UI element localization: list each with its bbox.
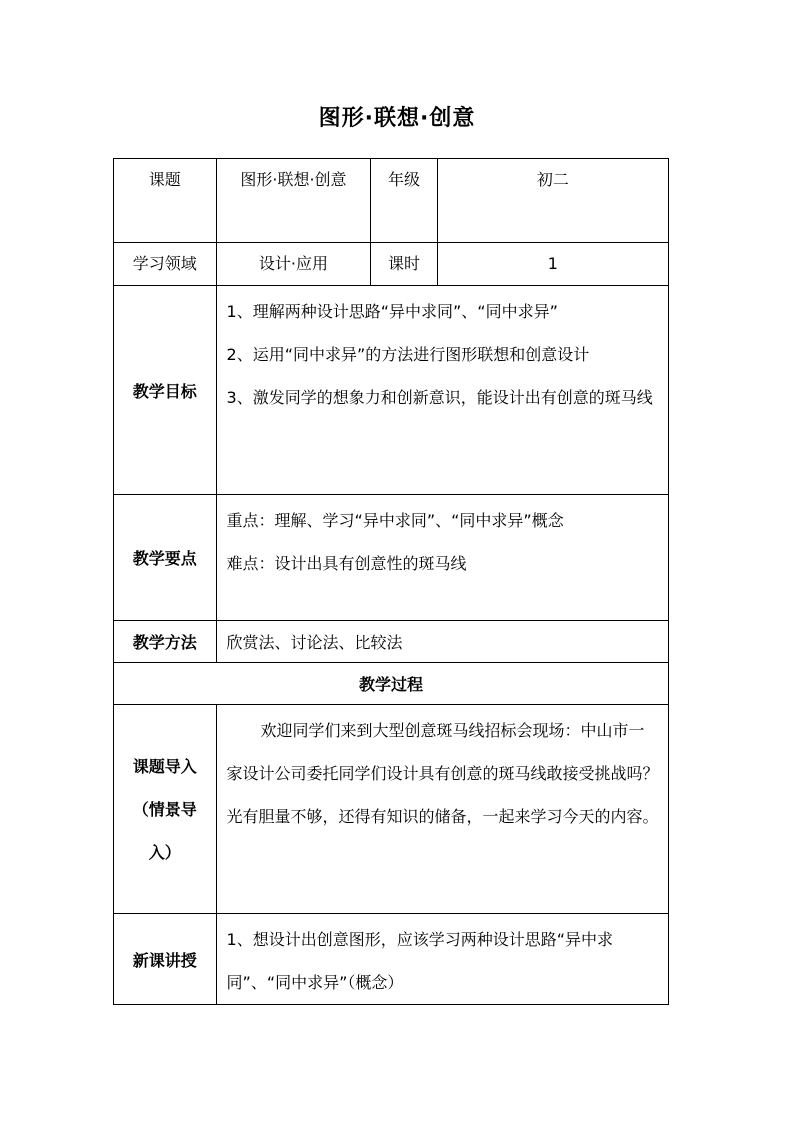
row-key-points xyxy=(114,495,669,621)
key-points-label-cell xyxy=(114,495,217,621)
hours-value: 1 xyxy=(547,254,558,273)
grade-value: 初二 xyxy=(536,170,569,189)
new-lesson-label-cell xyxy=(114,914,217,1005)
grade-value-cell xyxy=(437,159,668,243)
process-header-cell xyxy=(114,663,669,705)
intro-label: 课题导入（情景导入） xyxy=(132,756,197,862)
objectives-label: 教学目标 xyxy=(132,381,197,401)
domain-label-cell xyxy=(114,243,217,286)
hours-value-cell xyxy=(437,243,668,286)
topic-value: 图形·联想·创意 xyxy=(240,170,347,189)
objective-item: 1、理解两种设计思路“异中求同”、“同中求异” xyxy=(226,302,558,321)
methods-label-cell xyxy=(114,621,217,663)
intro-content-cell xyxy=(216,705,668,914)
methods-value-cell xyxy=(216,621,668,663)
key-points-label: 教学要点 xyxy=(132,549,197,568)
row-methods xyxy=(114,621,669,663)
row-process-header xyxy=(114,663,669,705)
hours-label-cell xyxy=(371,243,437,286)
hours-label: 课时 xyxy=(388,254,421,273)
topic-label: 课题 xyxy=(148,170,181,189)
key-point-item: 难点：设计出具有创意性的斑马线 xyxy=(226,554,467,573)
key-point-item: 重点：理解、学习“异中求同”、“同中求异”概念 xyxy=(226,511,564,530)
key-points-content-cell xyxy=(216,495,668,621)
methods-label: 教学方法 xyxy=(132,633,197,652)
new-lesson-text: 1、想设计出创意图形，应该学习两种设计思路“异中求同”、“同中求异”（概念） xyxy=(226,930,614,992)
intro-label-cell xyxy=(114,705,217,914)
objective-item: 3、激发同学的想象力和创新意识，能设计出有创意的斑马线 xyxy=(226,388,653,407)
grade-label-cell xyxy=(371,159,437,243)
methods-value: 欣赏法、讨论法、比较法 xyxy=(226,633,403,652)
document-title: 图形·联想·创意 xyxy=(318,106,476,131)
topic-value-cell xyxy=(216,159,371,243)
grade-label: 年级 xyxy=(388,170,421,189)
process-header: 教学过程 xyxy=(358,675,423,694)
objectives-content-cell xyxy=(216,286,668,495)
domain-value: 设计·应用 xyxy=(258,254,328,273)
row-topic xyxy=(114,159,669,243)
row-new-lesson xyxy=(114,914,669,1005)
objective-item: 2、运用“同中求异”的方法进行图形联想和创意设计 xyxy=(226,345,590,364)
row-objectives xyxy=(114,286,669,495)
row-intro xyxy=(114,705,669,914)
topic-label-cell xyxy=(114,159,217,243)
domain-value-cell xyxy=(216,243,371,286)
objectives-label-cell xyxy=(114,286,217,495)
intro-text: 欢迎同学们来到大型创意斑马线招标会现场：中山市一家设计公司委托同学们设计具有创意的斑马线敢接受挑战吗？光有胆量不够，还得有知识的储备，一起来学习今天的内容。 xyxy=(226,721,659,826)
lesson-plan-table xyxy=(113,158,669,1005)
new-lesson-content-cell xyxy=(216,914,668,1005)
new-lesson-label: 新课讲授 xyxy=(132,950,197,970)
row-domain xyxy=(114,243,669,286)
domain-label: 学习领域 xyxy=(132,254,197,273)
